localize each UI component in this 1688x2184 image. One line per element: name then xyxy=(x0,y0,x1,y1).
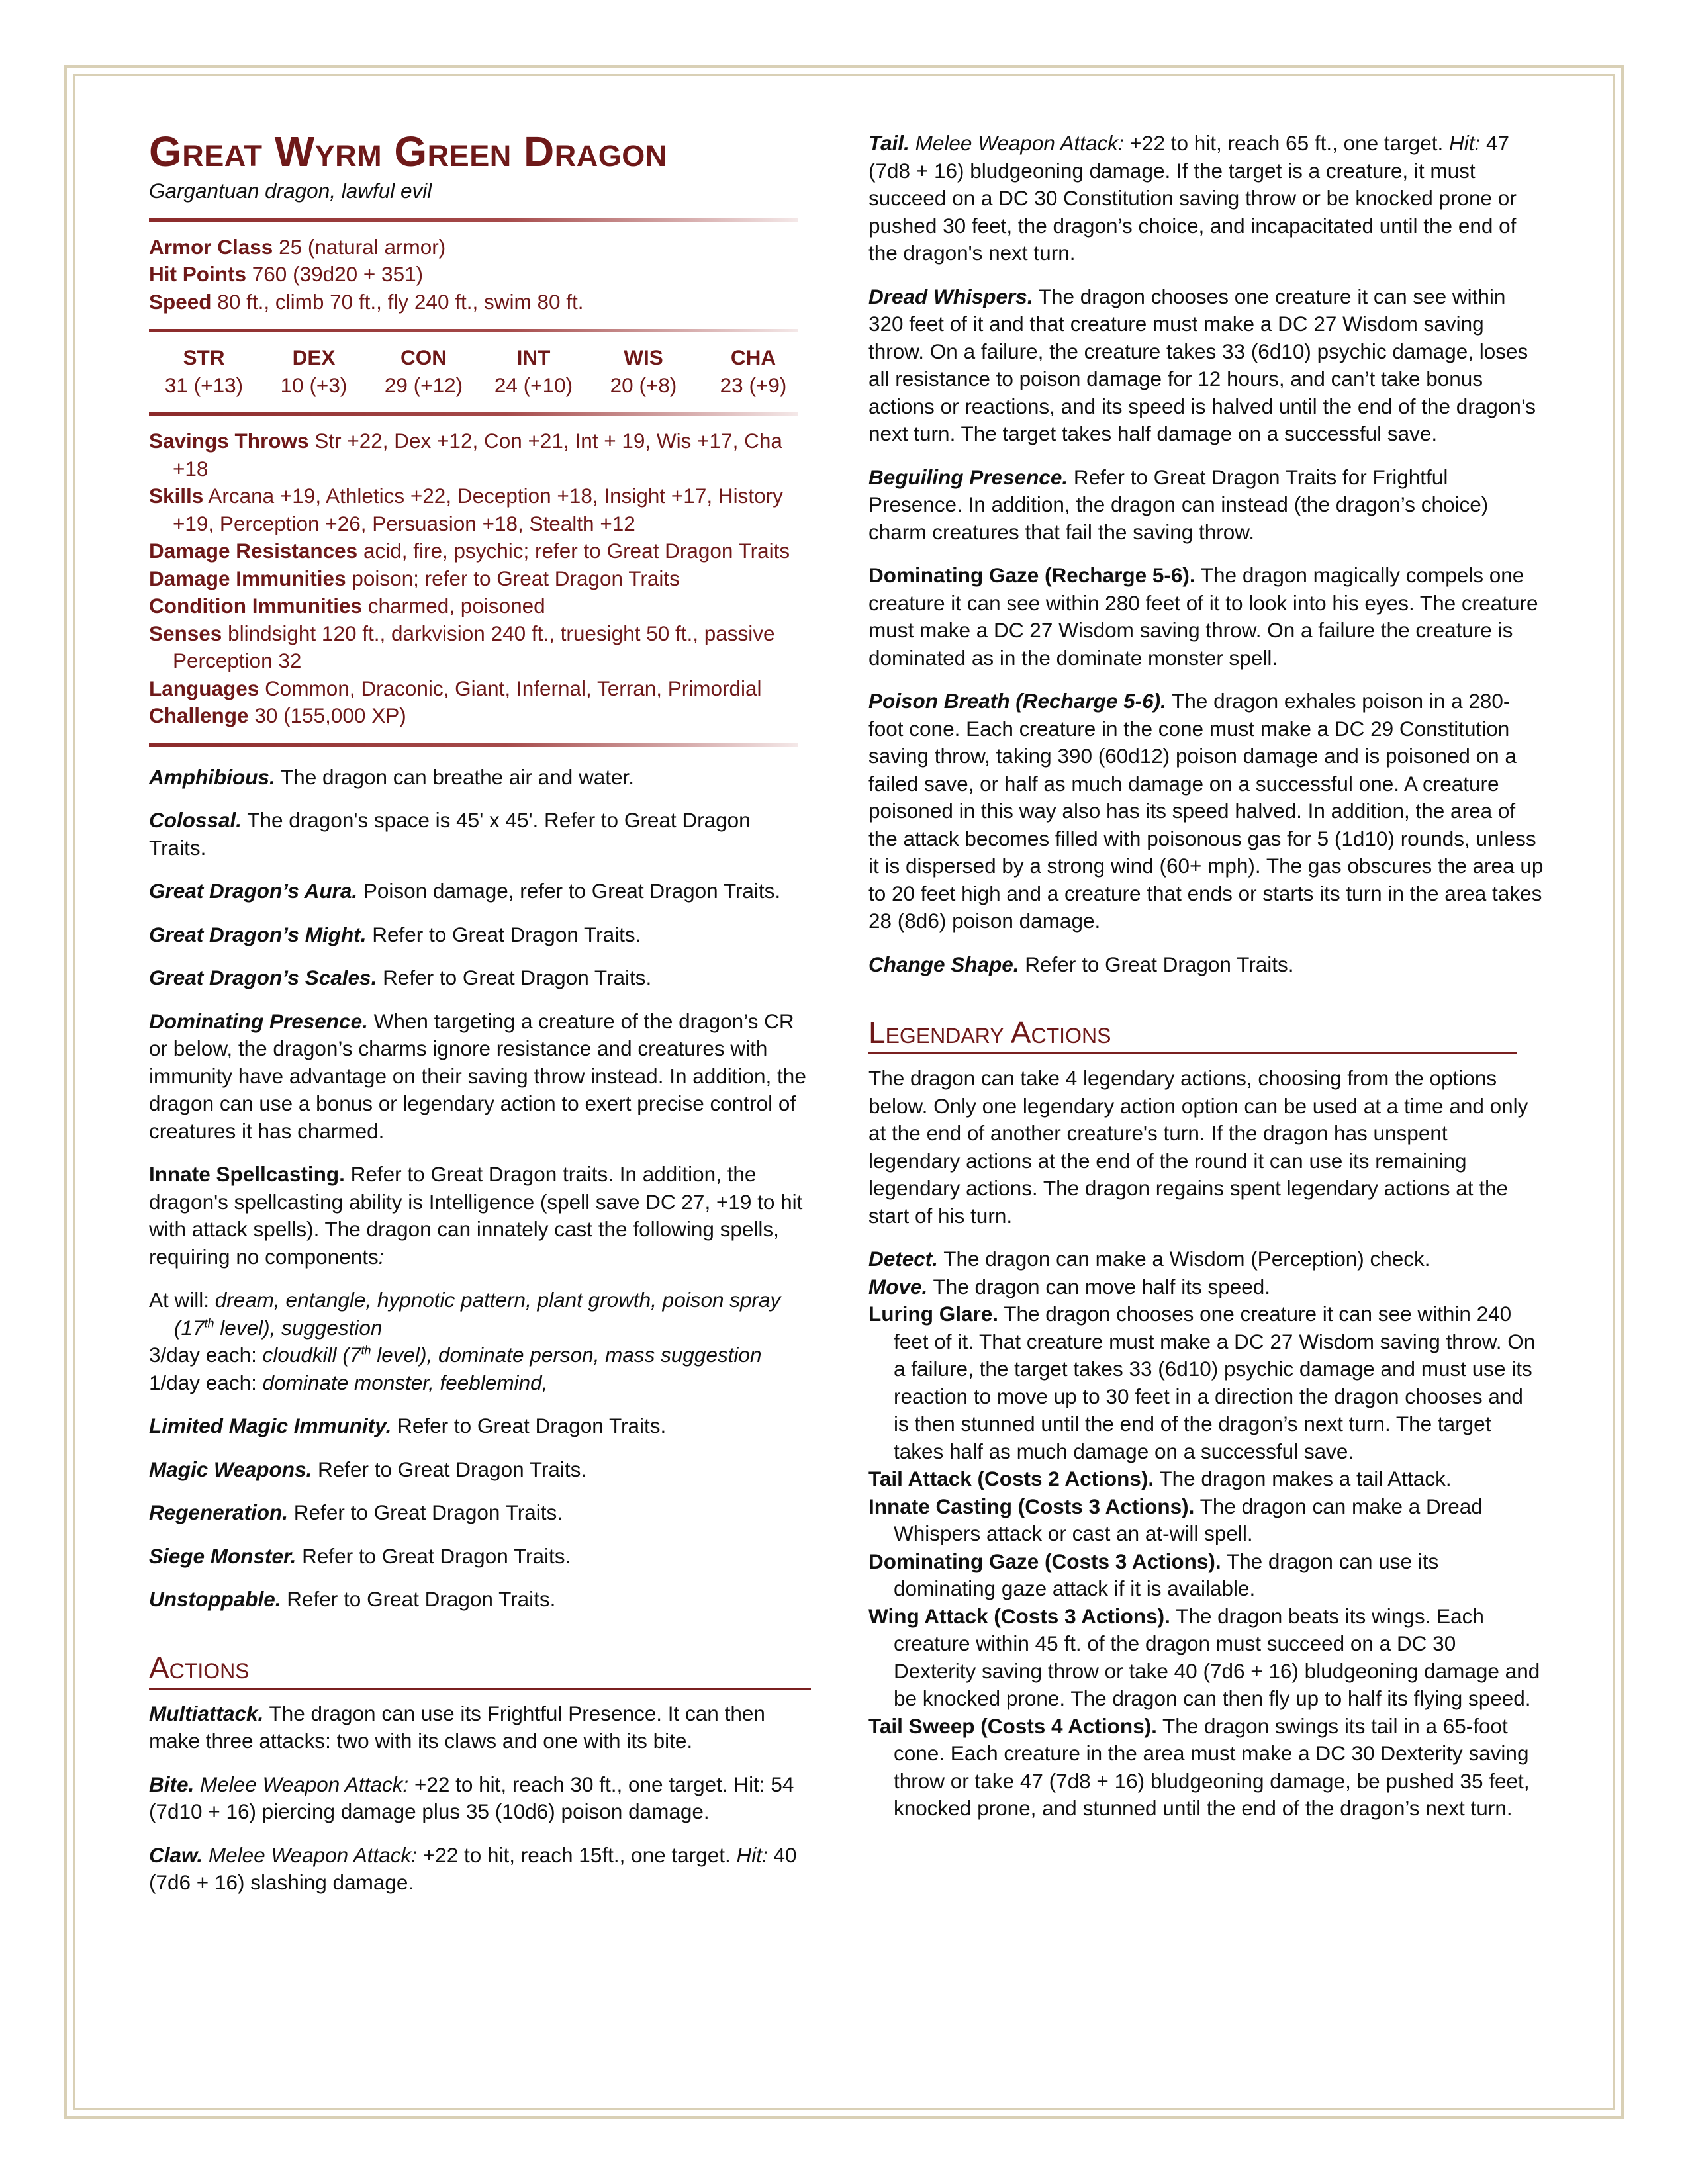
trait-limited-magic-immunity: Limited Magic Immunity. Refer to Great Dragon Traits. xyxy=(149,1414,667,1437)
legendary-tail-attack: Tail Attack (Costs 2 Actions). The dragon makes a tail Attack. xyxy=(868,1467,1452,1490)
actions-heading: Actions xyxy=(149,1652,811,1690)
properties xyxy=(149,428,811,730)
legendary-move: Move. The dragon can move half its speed. xyxy=(868,1274,1271,1298)
spells-1-day: 1/day each: dominate monster, feeblemind, xyxy=(149,1370,548,1394)
ability-con: CON 29 (+12) xyxy=(384,345,463,397)
trait-colossal: Colossal. The dragon's space is 45' x 45'. Refer to Great Dragon Traits. xyxy=(149,808,751,860)
spells-3-day: 3/day each: cloudkill (7th level), dominate person, mass suggestion xyxy=(149,1343,762,1367)
divider xyxy=(149,412,798,416)
legendary-innate-casting: Innate Casting (Costs 3 Actions). The dragon can make a Dread Whispers attack or cast an at-will spell. xyxy=(868,1494,1483,1545)
trait-unstoppable: Unstoppable. Refer to Great Dragon Traits. xyxy=(149,1587,556,1611)
property-skills: Skills Arcana +19, Athletics +22, Deception +18, Insight +17, History +19, Perception +26, Persuasion +18, Stealth +12 xyxy=(149,484,783,535)
ability-wis: WIS 20 (+8) xyxy=(610,345,677,397)
trait-magic-weapons: Magic Weapons. Refer to Great Dragon Traits. xyxy=(149,1457,587,1481)
action-bite: Bite. Melee Weapon Attack: +22 to hit, reach 30 ft., one target. Hit: 54 (7d10 + 16) piercing damage plus 35 (10d6) poison damage. xyxy=(149,1772,794,1823)
legendary-detect: Detect. The dragon can make a Wisdom (Perception) check. xyxy=(868,1247,1430,1271)
speed: Speed 80 ft., climb 70 ft., fly 240 ft., swim 80 ft. xyxy=(149,289,584,314)
armor-class: Armor Class 25 (natural armor) xyxy=(149,234,446,259)
action-change-shape: Change Shape. Refer to Great Dragon Traits. xyxy=(868,952,1294,976)
action-tail: Tail. Melee Weapon Attack: +22 to hit, reach 65 ft., one target. Hit: 47 (7d8 + 16) bludgeoning damage. If the target is a creature, it must succeed on a DC 30 Constitution saving throw or be knocked prone or pushed 30 feet, the dragon’s choice, and incapacitated until the end of the dragon's next turn. xyxy=(868,131,1517,265)
legendary-actions-heading: Legendary Actions xyxy=(868,1017,1517,1054)
monster-name: Great Wyrm Green Dragon xyxy=(149,128,667,175)
trait-regeneration: Regeneration. Refer to Great Dragon Traits. xyxy=(149,1500,563,1524)
action-dominating-gaze: Dominating Gaze (Recharge 5-6). The dragon magically compels one creature it can see within 280 feet of it to look into his eyes. The creature must make a DC 27 Wisdom saving throw. On a failure the creature is dominated as in the dominate monster spell. xyxy=(868,563,1538,670)
ability-str: STR 31 (+13) xyxy=(164,345,244,397)
ability-dex: DEX 10 (+3) xyxy=(280,345,348,397)
action-claw: Claw. Melee Weapon Attack: +22 to hit, reach 15ft., one target. Hit: 40 (7d6 + 16) slashing damage. xyxy=(149,1843,797,1894)
action-multiattack: Multiattack. The dragon can use its Frightful Presence. It can then make three attacks: two with its claws and one with its bite. xyxy=(149,1701,765,1752)
monster-type: Gargantuan dragon, lawful evil xyxy=(149,179,432,203)
action-poison-breath: Poison Breath (Recharge 5-6). The dragon exhales poison in a 280-foot cone. Each creature in the cone must make a DC 29 Constitution saving throw, taking 390 (60d12) poison damage and is poisoned on a failed save, or half as much damage on a successful one. A creature poisoned in this way also has its speed halved. In addition, the area of the attack becomes filled with poisonous gas for 5 (1d10) rounds, unless it is dispersed by a strong wind (60+ mph). The gas obscures the area up to 20 feet high and a creature that ends or starts its turn in the area takes 28 (8d6) poison damage. xyxy=(868,689,1544,933)
divider xyxy=(149,743,798,747)
legendary-wing-attack: Wing Attack (Costs 3 Actions). The dragon beats its wings. Each creature within 45 ft. of the dragon must succeed on a DC 30 Dexterity saving throw or take 40 (7d6 + 16) bludgeoning damage and be knocked prone. The dragon can then fly up to half its flying speed. xyxy=(868,1604,1540,1710)
property-senses: Senses blindsight 120 ft., darkvision 240 ft., truesight 50 ft., passive Perception 32 xyxy=(149,621,775,672)
spell-list xyxy=(149,1287,811,1396)
property-languages: Languages Common, Draconic, Giant, Infernal, Terran, Primordial xyxy=(149,676,762,700)
property-condition-immunities: Condition Immunities charmed, poisoned xyxy=(149,594,545,617)
ability-cha: CHA 23 (+9) xyxy=(720,345,787,397)
trait-siege-monster: Siege Monster. Refer to Great Dragon Traits. xyxy=(149,1543,571,1568)
action-dread-whispers: Dread Whispers. The dragon chooses one creature it can see within 320 feet of it and that creature must make a DC 27 Wisdom saving throw. On a failure, the creature takes 33 (6d10) psychic damage, loses all resistance to poison damage for 12 hours, and can’t take bonus actions or reactions, and its speed is halved until the end of the dragon’s next turn. The target takes half damage on a successful save. xyxy=(868,284,1536,445)
trait-amphibious: Amphibious. The dragon can breathe air and water. xyxy=(149,764,635,789)
right-column xyxy=(868,130,1544,1823)
divider xyxy=(149,329,798,332)
trait-dominating-presence: Dominating Presence. When targeting a creature of the dragon’s CR or below, the dragon’s charms ignore resistance and creatures with immunity have advantage on their saving throw instead. In addition, the dragon can use a bonus or legendary action to exert precise control of creatures it has charmed. xyxy=(149,1009,806,1143)
legendary-luring-glare: Luring Glare. The dragon chooses one creature it can see within 240 feet of it. That creature must make a DC 27 Wisdom saving throw. On a failure, the target takes 33 (6d10) psychic damage and must use its reaction to move up to 30 feet in a direction the dragon chooses and is then stunned until the end of the dragon’s next turn. The target takes half as much damage on a successful save. xyxy=(868,1302,1536,1463)
trait-aura: Great Dragon’s Aura. Poison damage, refer to Great Dragon Traits. xyxy=(149,879,781,903)
ability-int: INT 24 (+10) xyxy=(494,345,573,397)
legendary-dominating-gaze: Dominating Gaze (Costs 3 Actions). The dragon can use its dominating gaze attack if it is available. xyxy=(868,1549,1439,1600)
spells-at-will: At will: dream, entangle, hypnotic pattern, plant growth, poison spray (17th level), suggestion xyxy=(149,1288,781,1340)
legendary-tail-sweep: Tail Sweep (Costs 4 Actions). The dragon swings its tail in a 65-foot cone. Each creature in the area must make a DC 30 Dexterity saving throw or take 47 (7d8 + 16) bludgeoning damage, be pushed 35 feet, knocked prone, and stunned until the end of the dragon’s next turn. xyxy=(868,1713,1530,1820)
legendary-intro: The dragon can take 4 legendary actions, choosing from the options below. Only one legendary action option can be used at a time and only at the end of another creature's turn. If the dragon has unspent legendary actions at the end of the round it can use its remaining legendary actions. The dragon regains spent legendary actions at the start of his turn. xyxy=(868,1066,1528,1228)
property-damage-resistances: Damage Resistances acid, fire, psychic; refer to Great Dragon Traits xyxy=(149,539,790,563)
property-saving-throws: Savings Throws Str +22, Dex +12, Con +21, Int + 19, Wis +17, Cha +18 xyxy=(149,429,782,480)
action-beguiling-presence: Beguiling Presence. Refer to Great Dragon Traits for Frightful Presence. In addition, the dragon can instead (the dragon’s choice) charm creatures that fail the saving throw. xyxy=(868,465,1489,544)
left-column xyxy=(149,130,811,1913)
divider xyxy=(149,218,798,222)
trait-might: Great Dragon’s Might. Refer to Great Dragon Traits. xyxy=(149,922,641,946)
trait-scales: Great Dragon’s Scales. Refer to Great Dragon Traits. xyxy=(149,966,652,989)
property-challenge: Challenge 30 (155,000 XP) xyxy=(149,704,406,727)
hit-points: Hit Points 760 (39d20 + 351) xyxy=(149,262,424,286)
property-damage-immunities: Damage Immunities poison; refer to Great Dragon Traits xyxy=(149,566,680,590)
ability-scores xyxy=(149,344,811,399)
trait-innate-spellcasting: Innate Spellcasting. Refer to Great Dragon traits. In addition, the dragon's spellcasting ability is Intelligence (spell save DC 27, +19 to hit with attack spells). The dragon can innately cast the following spells, requiring no components: xyxy=(149,1162,803,1269)
